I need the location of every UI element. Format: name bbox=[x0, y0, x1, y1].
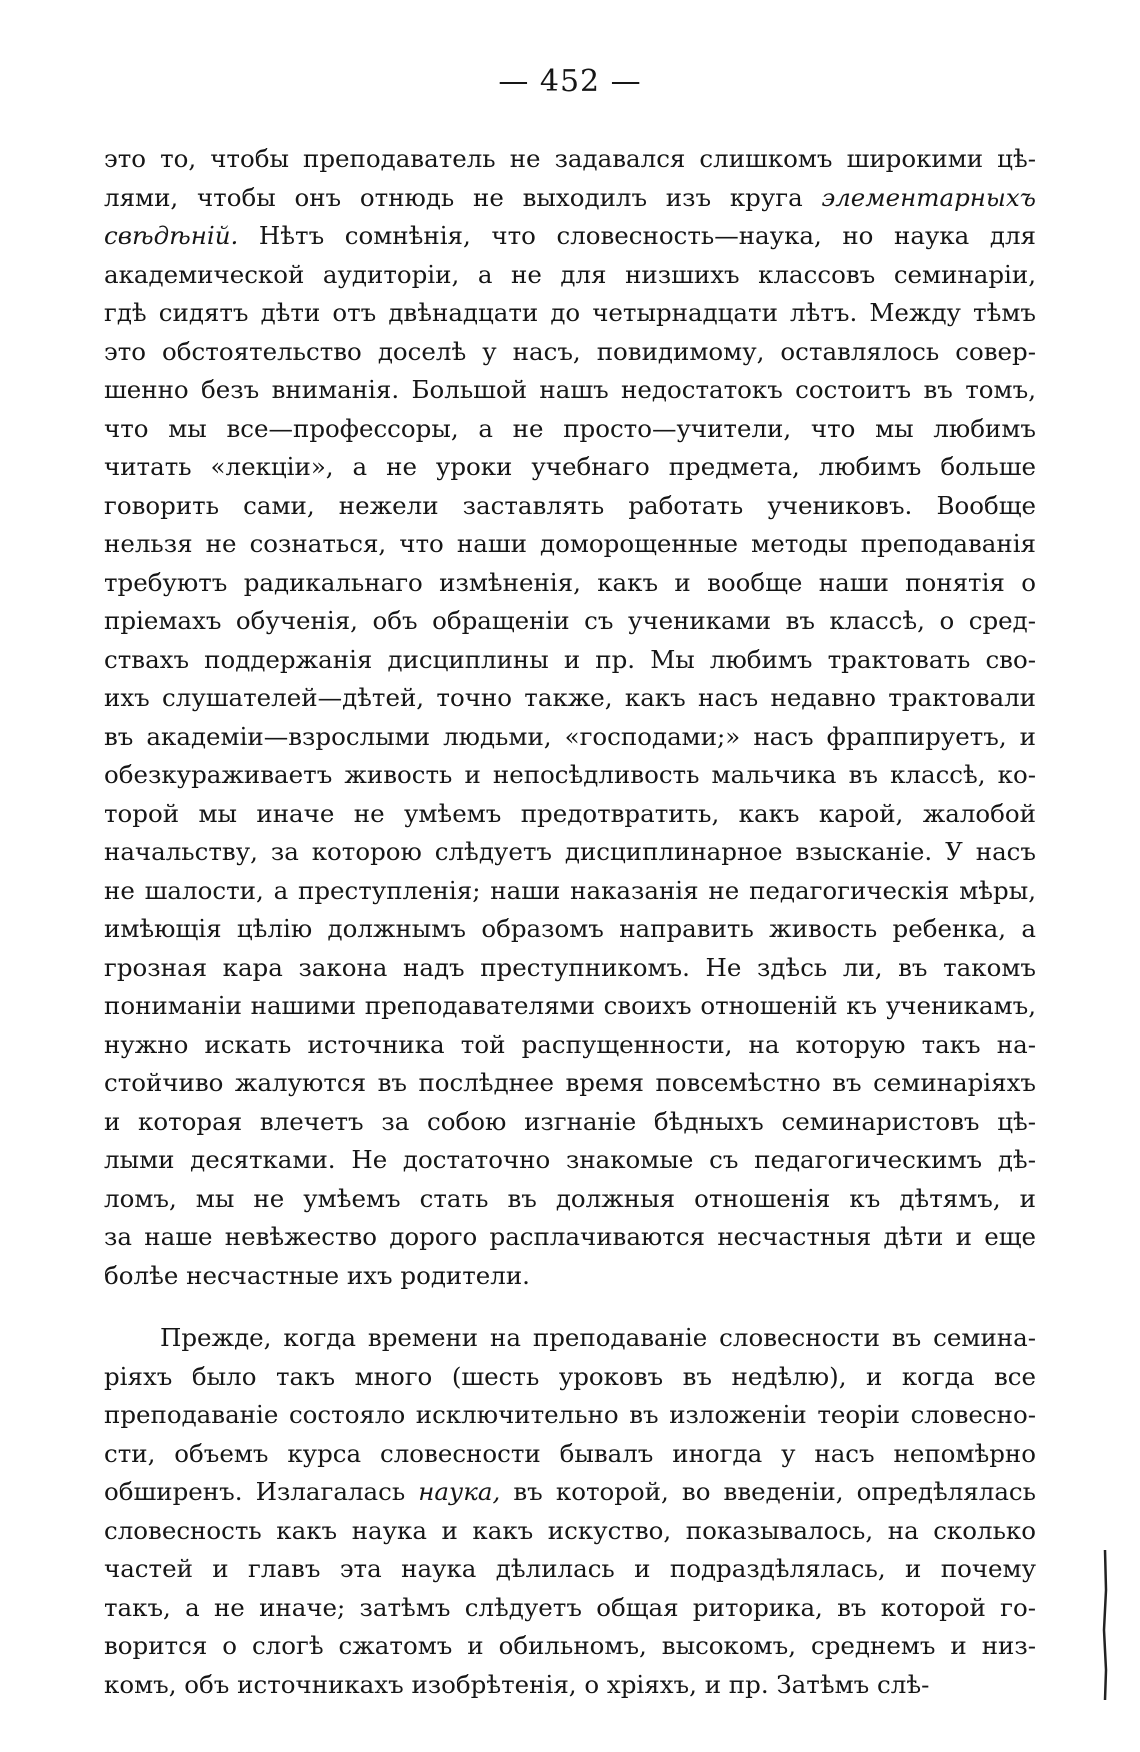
body-text bbox=[104, 140, 1036, 1704]
margin-pencil-mark bbox=[1102, 1550, 1108, 1700]
text-line: и которая влечетъ за собою изгнаніе бѣдныхъ семинаристовъ цѣ- bbox=[104, 1106, 1036, 1136]
text-line: ломъ, мы не умѣемъ стать въ должныя отношенія къ дѣтямъ, и bbox=[104, 1183, 1036, 1213]
italic-text: элементарныхъ bbox=[821, 182, 1036, 212]
text-line: это обстоятельство доселѣ у насъ, повидимому, оставлялось совер- bbox=[104, 336, 1036, 366]
text-line: Прежде, когда времени на преподаваніе словесности въ семина- bbox=[160, 1323, 1036, 1352]
text-line: пониманіи нашими преподавателями своихъ отношеній къ ученикамъ, bbox=[104, 991, 1036, 1020]
text-line: свѣдѣній. Нѣтъ сомнѣнія, что словесность—наука, но наука для bbox=[104, 221, 1036, 250]
text-line: ихъ слушателей—дѣтей, точно также, какъ насъ недавно трактовали bbox=[104, 683, 1036, 712]
text-line: за наше невѣжество дорого расплачиваются несчастныя дѣти и еще bbox=[104, 1222, 1036, 1251]
text-line: грозная кара закона надъ преступникомъ. Не здѣсь ли, въ такомъ bbox=[104, 952, 1036, 982]
text-line: говорить сами, нежели заставлять работать учениковъ. Вообще bbox=[104, 490, 1036, 520]
text-line: ворится о слогѣ сжатомъ и обильномъ, высокомъ, среднемъ и низ- bbox=[104, 1631, 1036, 1660]
text-line: нельзя не сознаться, что наши доморощенные методы преподаванія bbox=[104, 529, 1036, 558]
text-line: обезкураживаетъ живость и непосѣдливость мальчика въ классѣ, ко- bbox=[104, 760, 1036, 789]
text-line: что мы все—профессоры, а не просто—учители, что мы любимъ bbox=[104, 413, 1036, 443]
text-line: частей и главъ эта наука дѣлилась и подраздѣлялась, и почему bbox=[104, 1554, 1036, 1583]
text-line: такъ, а не иначе; затѣмъ слѣдуетъ общая риторика, въ которой го- bbox=[104, 1592, 1036, 1622]
text-line: словесность какъ наука и какъ искуство, показывалось, на сколько bbox=[104, 1515, 1036, 1545]
text-line: начальству, за которою слѣдуетъ дисциплинарное взысканіе. У насъ bbox=[104, 837, 1036, 866]
text-line: въ академіи—взрослыми людьми, «господами;» насъ фраппируетъ, и bbox=[104, 721, 1036, 751]
text-line: требуютъ радикальнаго измѣненія, какъ и вообще наши понятія о bbox=[104, 567, 1036, 597]
text-line: это то, чтобы преподаватель не задавался слишкомъ широкими цѣ- bbox=[104, 144, 1036, 173]
italic-text: свѣдѣній. bbox=[104, 221, 239, 250]
text-line: болѣе несчастные ихъ родители. bbox=[104, 1260, 530, 1290]
text-line: сти, объемъ курса словесности бывалъ иногда у насъ непомѣрно bbox=[104, 1438, 1036, 1468]
text-line: академической аудиторіи, а не для низшихъ классовъ семинаріи, bbox=[104, 259, 1036, 289]
text-line: ствахъ поддержанія дисциплины и пр. Мы любимъ трактовать сво- bbox=[104, 644, 1036, 674]
text-line: торой мы иначе не умѣемъ предотвратить, какъ карой, жалобой bbox=[104, 798, 1036, 828]
text-line: обширенъ. Излагалась наука, въ которой, во введеніи, опредѣлялась bbox=[104, 1477, 1036, 1506]
text-line: не шалости, а преступленія; наши наказанія не педагогическія мѣры, bbox=[104, 875, 1036, 905]
text-line: гдѣ сидятъ дѣти отъ двѣнадцати до четырнадцати лѣтъ. Между тѣмъ bbox=[104, 298, 1036, 327]
text-line: шенно безъ вниманія. Большой нашъ недостатокъ состоитъ въ томъ, bbox=[104, 375, 1036, 404]
text-line: нужно искать источника той распущенности, на которую такъ на- bbox=[104, 1029, 1036, 1059]
text-line: читать «лекціи», а не уроки учебнаго предмета, любимъ больше bbox=[104, 452, 1036, 481]
text-line: комъ, объ источникахъ изобрѣтенія, о хріяхъ, и пр. Затѣмъ слѣ- bbox=[104, 1669, 930, 1699]
text-line: лями, чтобы онъ отнюдь не выходилъ изъ круга элементарныхъ bbox=[104, 182, 1036, 212]
italic-text: наука, bbox=[418, 1477, 501, 1506]
text-line: стойчиво жалуются въ послѣднее время повсемѣстно въ семинаріяхъ bbox=[104, 1068, 1036, 1097]
text-line: ріяхъ было такъ много (шесть уроковъ въ недѣлю), и когда все bbox=[104, 1361, 1036, 1391]
text-line: пріемахъ обученія, объ обращеніи съ учениками въ классѣ, о сред- bbox=[104, 606, 1036, 635]
paragraph-gap bbox=[104, 1295, 1036, 1319]
text-line: преподаваніе состояло исключительно въ изложеніи теоріи словесно- bbox=[104, 1400, 1036, 1429]
text-line: лыми десятками. Не достаточно знакомые съ педагогическимъ дѣ- bbox=[104, 1145, 1036, 1174]
page-number: — 452 — bbox=[498, 64, 642, 99]
text-line: имѣющія цѣлію должнымъ образомъ направить живость ребенка, а bbox=[104, 914, 1036, 943]
